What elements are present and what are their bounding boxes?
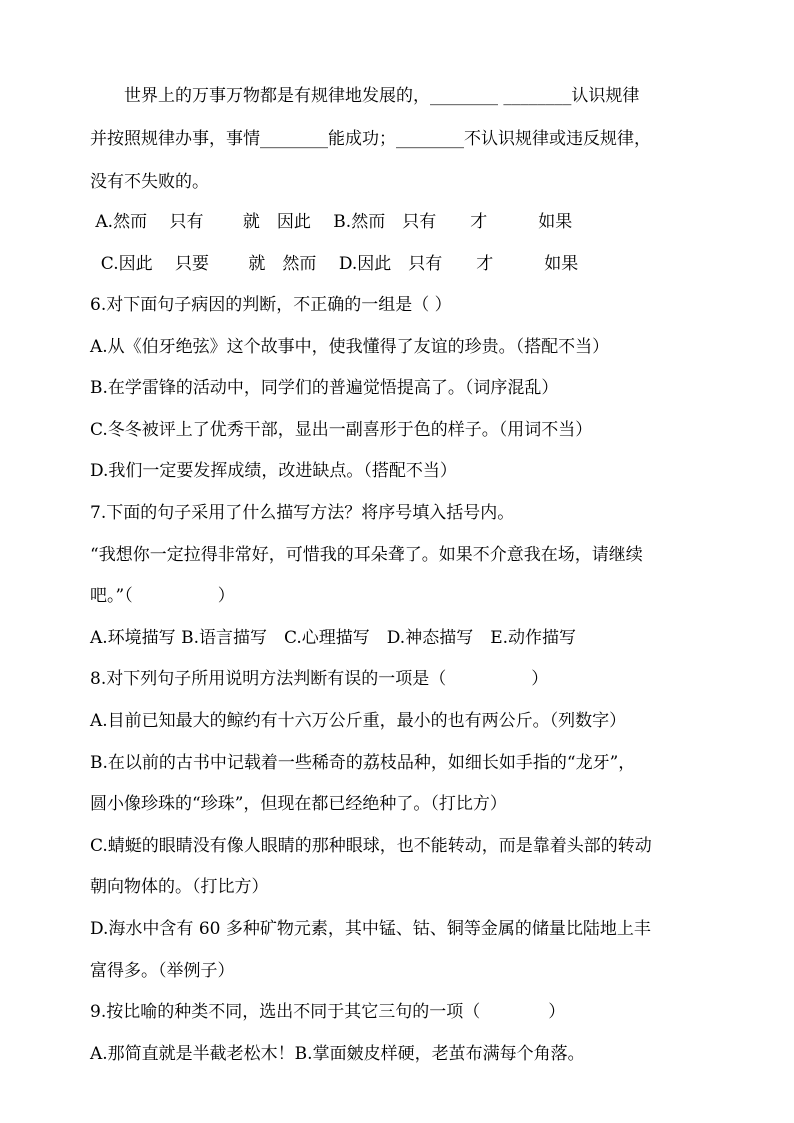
intro-line-2: 并按照规律办事，事情________能成功；________不认识规律或违反规律， (90, 129, 651, 149)
q7-options: A.环境描写 B.语言描写 C.心理描写 D.神态描写 E.动作描写 (90, 628, 577, 648)
q6-option-a: A.从《伯牙绝弦》这个故事中，使我懂得了友谊的珍贵。（搭配不当） (90, 337, 610, 357)
q8-option-b-line-2: 圆小像珍珠的“珍珠”，但现在都已经绝种了。（打比方） (90, 794, 507, 814)
q8-option-b-line-1: B.在以前的古书中记载着一些稀奇的荔枝品种，如细长如手指的“龙牙”， (90, 753, 636, 773)
intro-line-3: 没有不失败的。 (90, 172, 209, 192)
q8-stem: 8.对下列句子所用说明方法判断有误的一项是（ ） (90, 669, 549, 689)
q8-option-c-line-2: 朝向物体的。（打比方） (90, 877, 269, 897)
q5-options-ab: A.然而 只有 就 因此 B.然而 只有 才 如果 (90, 212, 573, 232)
q6-option-b: B.在学雷锋的活动中，同学们的普遍觉悟提高了。（词序混乱） (90, 378, 559, 398)
q8-option-d-line-1: D.海水中含有 60 多种矿物元素，其中锰、钴、铜等金属的储量比陆地上丰 (90, 919, 651, 939)
q7-quote-line-2: 吧。”（ ） (90, 586, 235, 606)
intro-line-1: 世界上的万事万物都是有规律地发展的，________ ________认识规律 (90, 86, 640, 106)
q7-stem: 7.下面的句子采用了什么描写方法？将序号填入括号内。 (90, 503, 515, 523)
q9-options-ab: A.那简直就是半截老松木！B.掌面皴皮样硬，老茧布满每个角落。 (90, 1044, 585, 1064)
q8-option-c-line-1: C.蜻蜓的眼睛没有像人眼睛的那种眼球，也不能转动，而是靠着头部的转动 (90, 836, 652, 856)
q6-stem: 6.对下面句子病因的判断，不正确的一组是（ ） (90, 295, 452, 315)
q7-quote-line-1: “我想你一定拉得非常好，可惜我的耳朵聋了。如果不介意我在场，请继续 (90, 545, 643, 565)
q8-option-a: A.目前已知最大的鲸约有十六万公斤重，最小的也有两公斤。（列数字） (90, 711, 627, 731)
q9-stem: 9.按比喻的种类不同，选出不同于其它三句的一项（ ） (90, 1002, 566, 1022)
q5-options-cd: C.因此 只要 就 然而 D.因此 只有 才 如果 (90, 254, 579, 274)
q6-option-c: C.冬冬被评上了优秀干部，显出一副喜形于色的样子。（用词不当） (90, 420, 593, 440)
q6-option-d: D.我们一定要发挥成绩，改进缺点。（搭配不当） (90, 461, 457, 481)
q8-option-d-line-2: 富得多。（举例子） (90, 961, 235, 981)
